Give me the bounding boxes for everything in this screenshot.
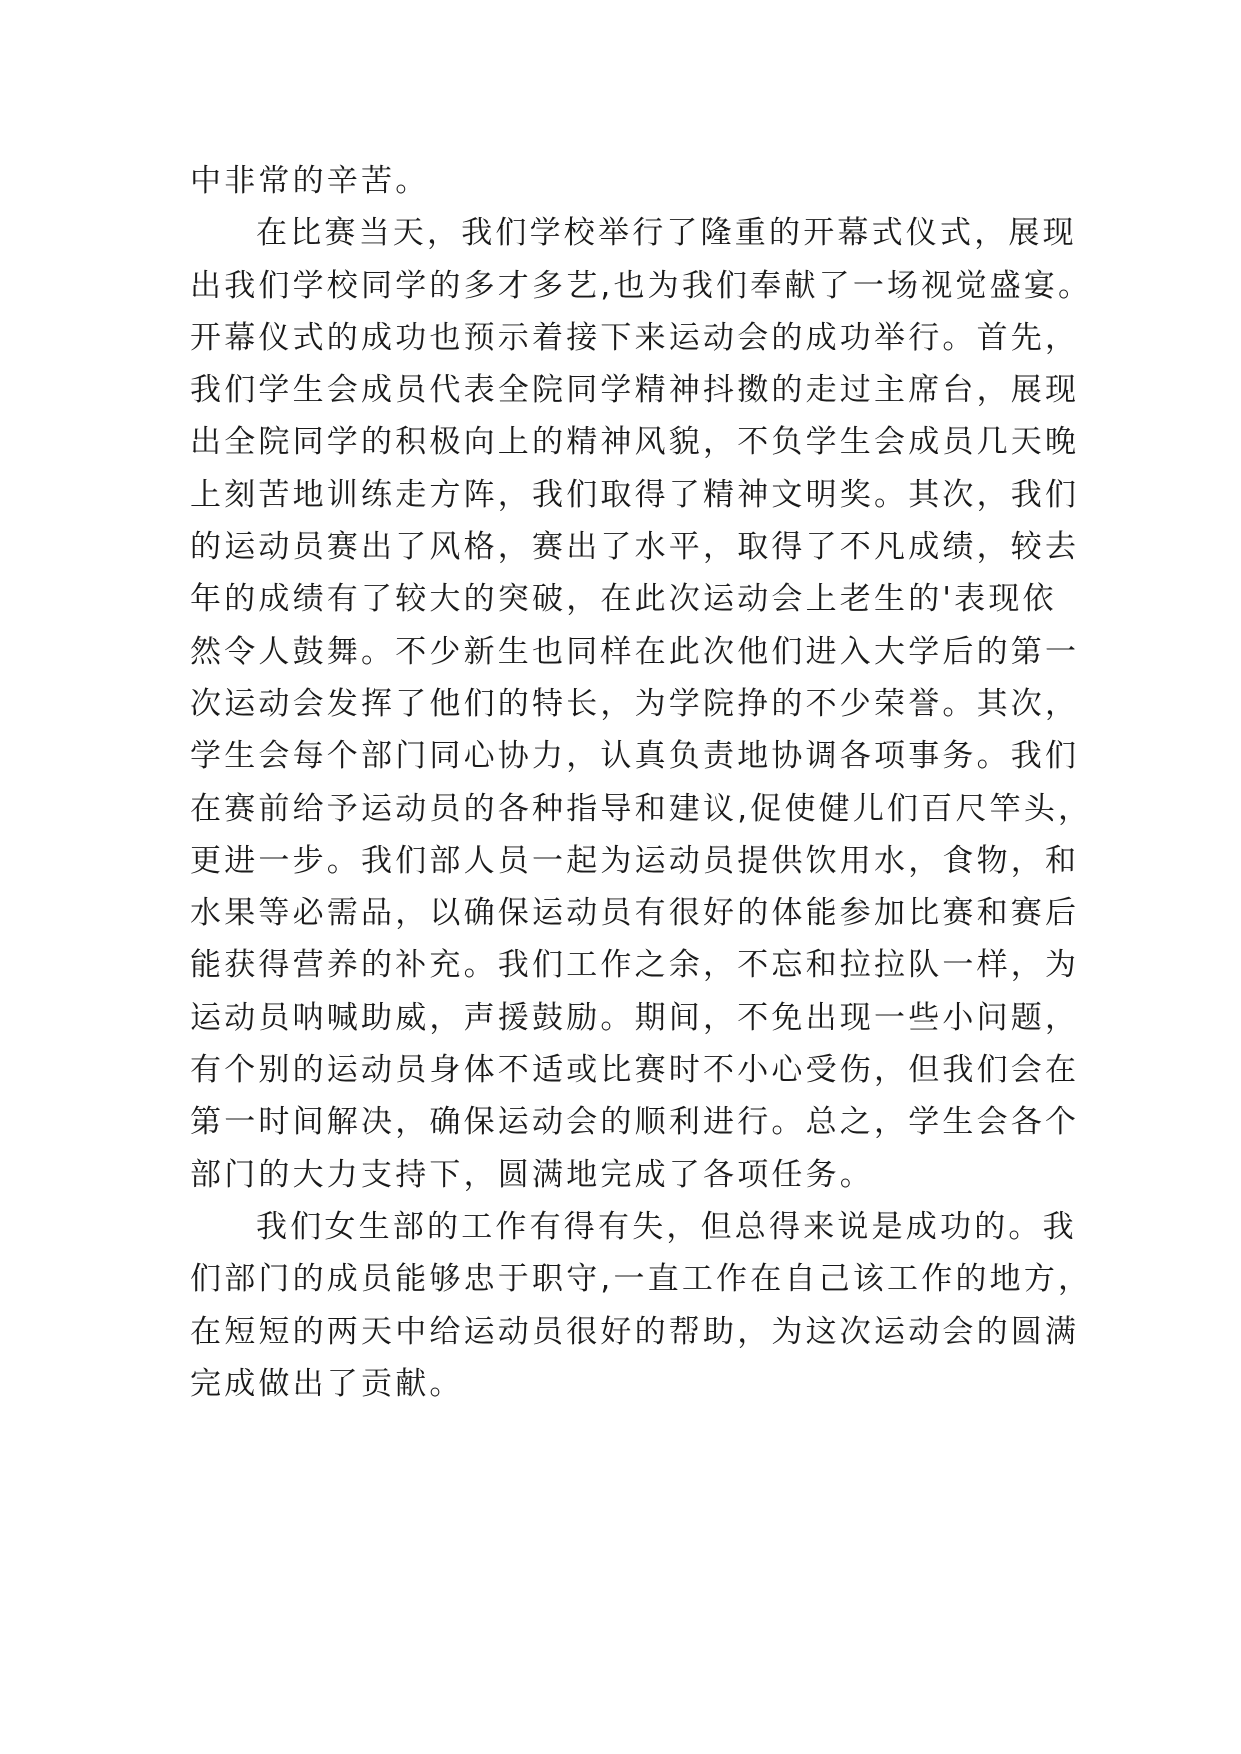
text-line: 们部门的成员能够忠于职守,一直工作在自己该工作的地方， (190, 1261, 1093, 1298)
text-line: 次运动会发挥了他们的特长，为学院挣的不少荣誉。其次， (190, 685, 1080, 722)
text-line: 在短短的两天中给运动员很好的帮助，为这次运动会的圆满 (190, 1313, 1080, 1350)
text-line: 水果等必需品，以确保运动员有很好的体能参加比赛和赛后 (190, 895, 1080, 932)
text-line: 能获得营养的补充。我们工作之余，不忘和拉拉队一样，为 (190, 947, 1080, 984)
text-line: 在赛前给予运动员的各种指导和建议,促使健儿们百尺竿头， (190, 790, 1093, 827)
text-line: 然令人鼓舞。不少新生也同样在此次他们进入大学后的第一 (190, 633, 1080, 670)
text-line: 我们女生部的工作有得有失，但总得来说是成功的。我 (256, 1208, 1077, 1245)
text-line: 出全院同学的积极向上的精神风貌，不负学生会成员几天晚 (190, 424, 1080, 461)
text-line: 出我们学校同学的多才多艺,也为我们奉献了一场视觉盛宴。 (190, 267, 1093, 304)
text-line: 中非常的辛苦。 (190, 163, 430, 199)
text-line: 在比赛当天，我们学校举行了隆重的开幕式仪式，展现 (256, 215, 1077, 252)
text-line: 开幕仪式的成功也预示着接下来运动会的成功举行。首先， (190, 319, 1080, 356)
text-line: 年的成绩有了较大的突破，在此次运动会上老生的'表现依 (190, 581, 1057, 618)
text-line: 运动员呐喊助威，声援鼓励。期间，不免出现一些小问题， (190, 999, 1080, 1036)
text-line: 上刻苦地训练走方阵，我们取得了精神文明奖。其次，我们 (190, 476, 1080, 513)
document-body (190, 155, 1093, 1410)
text-line: 更进一步。我们部人员一起为运动员提供饮用水，食物，和 (190, 842, 1080, 879)
text-line: 第一时间解决，确保运动会的顺利进行。总之，学生会各个 (190, 1104, 1080, 1141)
text-line: 部门的大力支持下，圆满地完成了各项任务。 (190, 1156, 874, 1193)
text-line: 有个别的运动员身体不适或比赛时不小心受伤，但我们会在 (190, 1052, 1080, 1089)
text-line: 我们学生会成员代表全院同学精神抖擞的走过主席台，展现 (190, 372, 1080, 409)
text-line: 学生会每个部门同心协力，认真负责地协调各项事务。我们 (190, 738, 1080, 775)
text-line: 的运动员赛出了风格，赛出了水平，取得了不凡成绩，较去 (190, 529, 1080, 566)
text-line: 完成做出了贡献。 (190, 1365, 464, 1402)
